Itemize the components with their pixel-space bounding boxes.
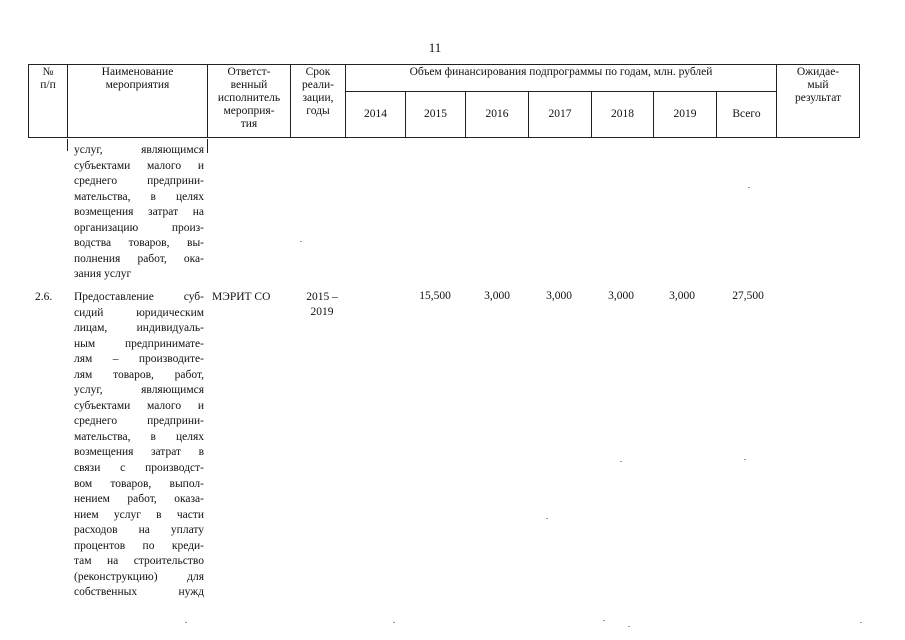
header-year-2018: 2018: [592, 92, 654, 138]
scan-speck: [744, 459, 746, 460]
text-line: лицам, индивидуаль-: [74, 322, 204, 335]
header-year-2014: 2014: [346, 92, 406, 138]
row-executor: МЭРИТ СО: [212, 291, 271, 303]
scan-speck: [546, 518, 548, 519]
text-line: субъектами малого и: [74, 159, 204, 172]
text-line: сидий юридическим: [74, 306, 204, 319]
header-period: Срок реали- зации, годы: [291, 65, 346, 138]
text-line: собственных нужд: [74, 586, 204, 599]
text-line: мательства, в целях: [74, 430, 204, 443]
text-line: среднего предприни-: [74, 175, 204, 188]
text-line: среднего предприни-: [74, 415, 204, 428]
text-line: возмещения затрат в: [74, 446, 204, 459]
table-header: [28, 64, 860, 138]
header-name: Наименование мероприятия: [68, 65, 208, 138]
header-year-2016: 2016: [466, 92, 529, 138]
text-line: связи с производст-: [74, 462, 204, 475]
value-2018: 3,000: [608, 290, 634, 302]
scan-speck: [620, 461, 622, 462]
text-line: мательства, в целях: [74, 190, 204, 203]
header-year-2015: 2015: [406, 92, 466, 138]
header-year-total: Всего: [717, 92, 777, 138]
value-2017: 3,000: [546, 290, 572, 302]
header-year-2017: 2017: [529, 92, 592, 138]
text-line: водства товаров, вы-: [74, 237, 204, 250]
text-line: субъектами малого и: [74, 399, 204, 412]
text-line: Предоставление суб-: [74, 291, 204, 303]
text-line: зания услуг: [74, 268, 132, 281]
row-period: [296, 290, 348, 320]
scan-speck: [393, 622, 395, 623]
row-number: 2.6.: [35, 291, 53, 303]
text-line: полнения работ, ока-: [74, 252, 204, 265]
scan-speck: [603, 620, 605, 621]
period-start: 2015 –: [306, 291, 338, 303]
header-result: Ожидае- мый результат: [777, 65, 860, 138]
text-line: организацию произ-: [74, 221, 204, 234]
value-2019: 3,000: [669, 290, 695, 302]
text-line: услуг, являющимся: [74, 144, 204, 156]
text-line: там на строительство: [74, 555, 204, 568]
row-name: [74, 290, 204, 601]
page-number: 11: [428, 40, 442, 55]
column-divider: [207, 139, 208, 153]
text-line: нием услуг в части: [74, 508, 204, 521]
column-divider: [67, 139, 68, 151]
text-line: (реконструкцию) для: [74, 570, 204, 583]
scan-speck: [185, 622, 187, 623]
text-line: вом товаров, выпол-: [74, 477, 204, 490]
text-line: лям товаров, работ,: [74, 368, 204, 381]
text-line: ным предпринимате-: [74, 337, 204, 350]
text-line: нением работ, оказа-: [74, 493, 204, 506]
header-executor: Ответст- венный исполнитель мероприя- тия: [208, 65, 291, 138]
value-2015: 15,500: [419, 290, 451, 302]
value-total: 27,500: [732, 290, 764, 302]
period-end: 2019: [310, 306, 334, 318]
scan-speck: [748, 187, 750, 188]
value-2016: 3,000: [484, 290, 510, 302]
scan-speck: [300, 241, 302, 242]
text-line: расходов на уплату: [74, 524, 204, 537]
scan-speck: [860, 622, 862, 623]
continued-row-name: [74, 143, 204, 283]
text-line: услуг, являющимся: [74, 384, 204, 397]
header-year-2019: 2019: [654, 92, 717, 138]
text-line: процентов по креди-: [74, 539, 204, 552]
header-number: № п/п: [29, 65, 68, 138]
text-line: лям – производите-: [74, 353, 204, 366]
scan-speck: [628, 626, 630, 627]
header-financing: Объем финансирования подпрограммы по годам, млн. рублей: [346, 65, 777, 92]
text-line: возмещения затрат на: [74, 206, 204, 219]
